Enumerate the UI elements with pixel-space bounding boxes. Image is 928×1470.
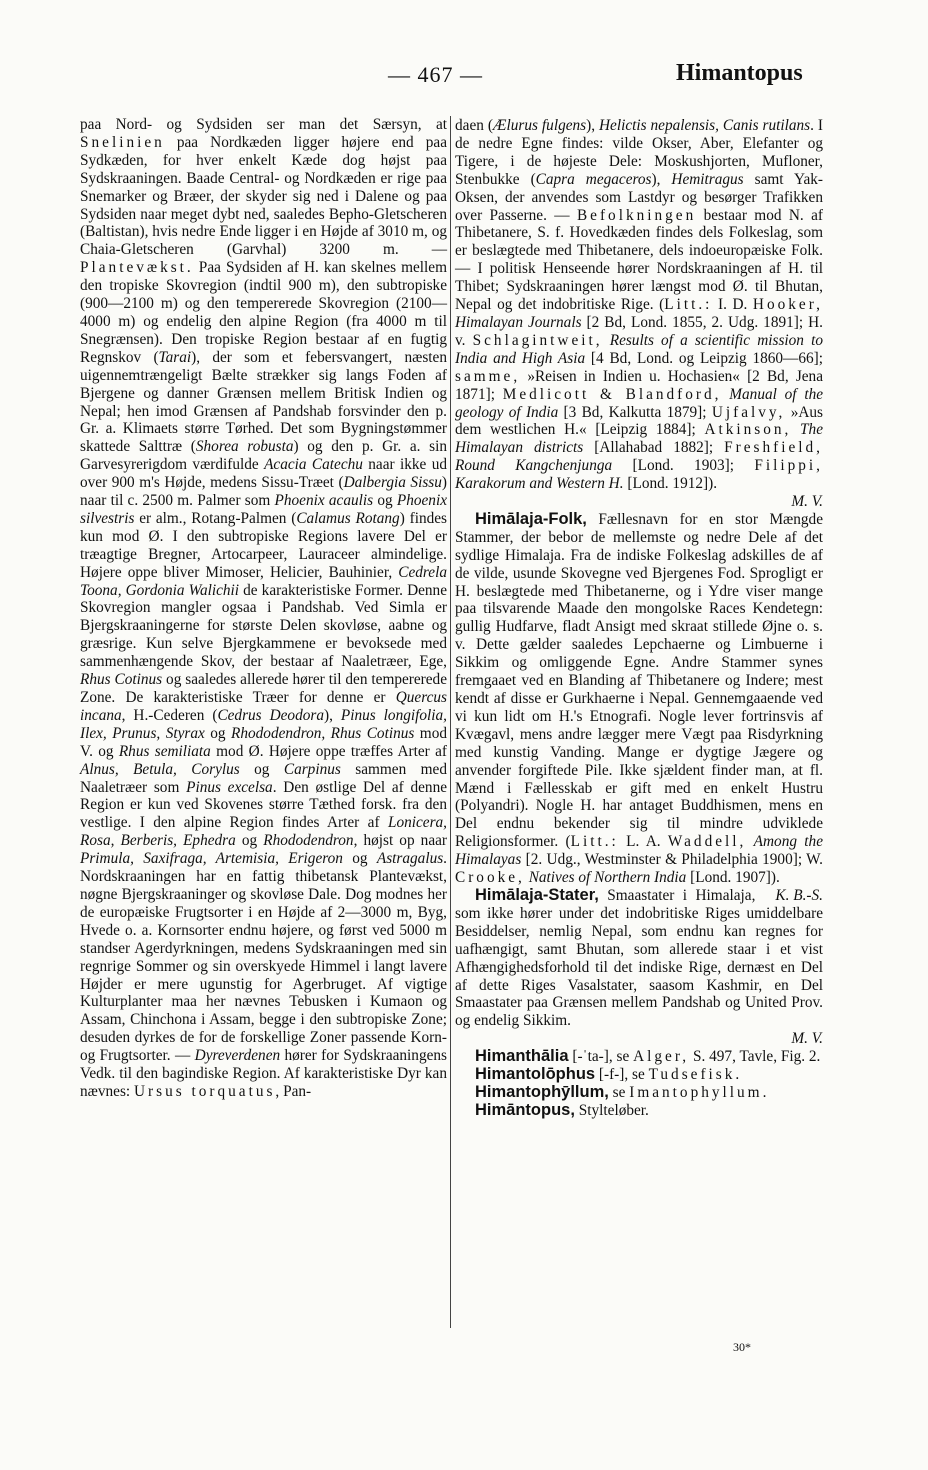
author-name: Waddell,: [667, 833, 747, 851]
italic-term: Alnus, Betula, Corylus: [80, 760, 240, 778]
text-run: er alm., Rotang-Palmen (: [134, 509, 297, 527]
text-run: S. 497, Tavle, Fig. 2.: [689, 1048, 821, 1066]
text-run: ),: [651, 170, 672, 188]
running-head: Himantopus: [676, 60, 803, 86]
cross-reference: Imantophyllum.: [629, 1083, 770, 1101]
headword: Himālaja-Stater,: [475, 885, 599, 904]
italic-term: Hemitragus: [671, 170, 744, 188]
text-run: ) og den p. Gr. a. sin Garvesyrerigdom værdifulde: [80, 438, 447, 474]
text-run: [791, 421, 800, 438]
text-run: sammen med Naaletræer som: [80, 760, 447, 796]
left-paragraph: [80, 116, 447, 1101]
italic-term: Dyreverdenen: [194, 1047, 281, 1065]
author-name: Crooke,: [455, 869, 525, 887]
text-run: »Aus dem westlichen H.« [Leipzig 1884];: [455, 403, 823, 439]
left-column: [80, 116, 447, 1101]
text-run: [746, 833, 753, 850]
headword: Himantolōphus: [475, 1065, 596, 1084]
text-run: og: [373, 492, 397, 510]
italic-term: Pinus longifolia, Ilex, Prunus, Styrax: [80, 706, 448, 742]
spaced-term: Ursus torquatus: [133, 1082, 276, 1100]
italic-term: Helictis nepalensis, Canis rutilans: [599, 117, 811, 134]
text-run: Stylteløber.: [574, 1101, 649, 1119]
italic-term: Shorea robusta: [195, 438, 294, 456]
continued-paragraph: [455, 117, 823, 511]
italic-term: Quercus incana: [80, 689, 447, 724]
text-run: mod Ø. Højere oppe træffes Arter af: [210, 742, 447, 760]
text-run: samt Yak-Oksen, der anvendes som Lastdyr og besørger Trafikken over Passerne. —: [455, 170, 823, 224]
author-name: Atkinson,: [704, 421, 792, 439]
text-run: . Den østlige Del af denne Region er kun ved Skovenes større Tæthed forsk. fra den vestlige. I den alpine Region findes Arter af: [80, 778, 448, 832]
author-signature: M. V.: [791, 1030, 823, 1048]
italic-term: Phoenix acaulis: [274, 492, 374, 510]
italic-term: Lonicera, Rosa, Berberis, Ephedra: [80, 814, 447, 850]
text-run: , Pan-: [275, 1082, 312, 1100]
text-run: Fællesnavn for en stor Mængde Stammer, der bebor de mellemste og nedre Dele af det sydlige Himalaja. Fra de indiske Folkeslag adskilles de af de vilde, usunde Skovegne ved Bjergenes Fod. Sprogligt er H. beslægtede med Thibetanerne, og i Ydre viser mange paa tilsvarende Maade den mongolske Races Kendetegn: gullig Hudfarve, fladt Ansigt med skraat stillede Øjne o. s. v. Dette gælder saaledes Lepchaerne og Limbuerne i Sikkim og omliggende Egne. Andre Stammer synes fremgaaet ved en Blanding af Thibetanere og Indere; mest kendt af disse er Gurkhaerne i Nepal. Gennemgaaende ved vi kun lidt om H.'s Etnografi. Nogle lever fortrinsvis af Kvægavl, mens andre lægger mere Vægt paa Risdyrkning med kunstig Vanding. Mange er dygtige Jægere og anvender forgiftede Pile. Ikke sjældent finder man, at fl. Mænd i Fællesskab er gift med en enkelt Hustru (Polyandri). Nogle H. har antaget Buddhismen, mens en Del endnu bekender sig til mindre udviklede Religionsformer. (: [455, 510, 823, 851]
cross-reference: Alger,: [633, 1048, 690, 1066]
text-run: og: [204, 724, 232, 742]
headword: Himantophȳllum,: [475, 1082, 609, 1101]
italic-term: Capra megaceros: [535, 170, 652, 188]
text-run: I. D.: [712, 296, 753, 314]
italic-term: Rhus Cotinus: [80, 671, 163, 689]
text-run: ) findes kun mod Ø. I den subtropiske Regions lavere Del er træagtige Bregner, Artocarpeer, Lauraceer almindelige. Højere oppe bliver Mimoser, Helicier, Bauhinier,: [80, 509, 447, 581]
page-number: — 467 —: [388, 62, 483, 87]
italic-term: Carpinus: [283, 760, 341, 778]
text-run: og: [239, 760, 284, 778]
entry-himalaja-stater: [455, 887, 823, 1048]
author-name: samme,: [455, 367, 521, 385]
headword: Himanthālia: [475, 1047, 569, 1066]
text-run: [603, 332, 610, 349]
text-run: Paa Sydsiden af H. kan skelnes mellem den tropiske Skovregion (indtil 900 m), den subtropiske (900—2100 m) og den tempererede Skovregion (2100—4000 m) og endelig den alpine Region (fra 4000 m til Snegrænsen). Den tropiske Region bestaar af en fugtig Regnskov (: [80, 259, 447, 366]
text-run: . I de nedre Egne findes: vilde Okser, Aber, Elefanter og Tigere, i de højeste Dele: Moskushjorten, Mufloner, Stenbukke (: [455, 117, 824, 188]
text-run: ),: [323, 706, 341, 724]
text-run: [2. Udg., Westminster & Philadelphia 1900]; W.: [521, 851, 823, 869]
italic-term: Pinus excelsa: [186, 778, 273, 796]
right-column: [455, 117, 823, 1120]
italic-term: Astragalus: [376, 850, 444, 868]
headword: Himālaja-Folk,: [475, 509, 587, 528]
italic-term: Ælurus fulgens: [492, 117, 587, 134]
italic-term: Rhododendron: [263, 832, 354, 850]
text-run: paa Nord- og Sydsiden ser man det Særsyn, at: [80, 116, 447, 133]
page-header: [0, 60, 928, 94]
italic-term: Calamus Rotang: [296, 509, 400, 527]
author-name: Hooker,: [752, 296, 823, 314]
text-run: [Lond. 1912]).: [623, 475, 718, 493]
text-run: naar ikke ud over 900 m's Højde, medens Sissu-Træet (: [80, 456, 447, 492]
spaced-term: Befolkningen: [576, 206, 697, 224]
spaced-term: Litt.:: [664, 296, 713, 314]
italic-term: Dalbergia Sissu: [343, 474, 442, 492]
text-run: og saaledes allerede hører til den tempererede Zone. De karakteristiske Træer for denne er: [80, 671, 447, 706]
text-run: [Allahabad 1882];: [583, 439, 725, 457]
author-signature: M. V.: [791, 493, 823, 511]
text-run: [Lond. 1903];: [612, 457, 755, 475]
author-name: Medlicott & Blandford,: [502, 385, 722, 403]
text-run: Smaastater i Himalaja, som ikke hører under det indobritiske Riges umiddelbare Besiddelser, nemlig Nepal, som endnu kan regnes for uafhængigt, samt Bhutan, som allerede staar i et vist Afhængighedsforhold til det indiske Rige, dernæst en Del af dette Riges Vasalstater, saasom Kashmir, en Del Smaastater paa Grænsen mellem Pandshab og United Prov. og endelig Sikkim.: [455, 886, 823, 1030]
work-title: Manual of the geology of India: [455, 385, 824, 421]
author-name: Filippi,: [754, 457, 823, 475]
work-title: Himalayan Journals: [455, 313, 582, 331]
italic-term: Tarai: [158, 348, 192, 366]
column-divider: [450, 116, 451, 1328]
work-title: Karakorum and Western H.: [455, 475, 624, 493]
text-run: hører for Sydskraaningens Vedk. til den bagindiske Region. Af karakteristiske Dyr kan nævnes:: [80, 1047, 447, 1100]
text-run: mod V. og: [80, 724, 447, 760]
work-title: Round Kangchenjunga: [455, 457, 613, 475]
text-run: se: [608, 1083, 630, 1101]
text-run: [3 Bd, Kalkutta 1879];: [558, 403, 712, 421]
spaced-term: Snelinien: [80, 133, 165, 151]
headword: Himāntopus,: [475, 1100, 575, 1119]
work-title: Among the Himalayas: [455, 833, 823, 869]
entry-himanthalia: [455, 1048, 823, 1066]
work-title: Results of a scientific mission to India and High Asia: [455, 331, 823, 367]
text-run: [-ˈta-], se: [568, 1048, 634, 1066]
spaced-term: Plantevækst.: [80, 259, 194, 277]
text-run: , H.-Cederen (: [121, 706, 218, 724]
italic-term: Phoenix silvestris: [80, 492, 447, 527]
text-run: ) naar til c. 2500 m. Palmer som: [80, 474, 447, 510]
text-run: [4 Bd, Lond. og Leipzig 1860—66];: [585, 349, 823, 367]
text-run: de karakteristiske Former. Denne Skovregion mangler ogsaa i Pandshab. Ved Simla er Bjergskraaningerne for største Delen skovløse, aabne og græsrige. Kun selve Bjergkammene er bevoksede med sammenhængende Skov, der bestaar af Naaletræer, Ege,: [80, 581, 447, 671]
text-run: ), der som et febersvangert, næsten uigennemtrængeligt Bælte strækker sig langs Foden af Bjergene og danner Grænsen mellem Britisk Indien og Nepal; hen imod Grænsen af Pandshab forsvinder den p. Gr. a. Klimaets større Tørhed. Det som Bygningstømmer skattede Salttræ (: [80, 348, 447, 456]
text-run: daen (: [455, 117, 493, 134]
entry-himantopus: [455, 1102, 823, 1120]
author-name: Ujfalvy,: [711, 403, 786, 421]
text-run: og: [235, 832, 264, 850]
cross-reference: Tudsefisk.: [648, 1066, 743, 1084]
entry-himantolophus: [455, 1066, 823, 1084]
italic-term: Rhus semiliata: [118, 742, 211, 760]
italic-term: Cedrus Deodora: [217, 706, 324, 724]
author-name: Freshfield,: [724, 439, 823, 457]
text-run: . Nordskraaningen har en fattig thibetansk Plantevækst, nøgne Bjergskraaninger og skovløse Dale. Dog modnes her de europæiske Frugtsorter i en Højde af 2—3000 m, Byg, Hvede o. a. Kornsorter endnu højere, og først ved 5000 m standser Agerdyrkningen, medens Sydskraaningen med sin regnrige Sommer og sin overskyede Himmel i langt lavere Højder er mere ugunstig for Agerbruget. Af vigtige Kulturplanter maa her nævnes Tebusken i Kumaon og Assam, Chinchona i Assam, begge i den subtropiske Zone; desuden dyrkes de for de forskellige Zoner passende Korn- og Frugtsorter. —: [80, 850, 447, 1065]
italic-term: Primula, Saxifraga, Artemisia, Erigeron: [80, 850, 343, 868]
text-run: [2 Bd, Lond. 1855, 2. Udg. 1891]; H. v.: [455, 313, 823, 349]
spaced-term: Litt.:: [570, 833, 619, 851]
author-signature: K. B.-S.: [775, 886, 823, 904]
text-run: ),: [586, 117, 599, 134]
entry-himantophyllum: [455, 1084, 823, 1102]
italic-term: Rhododendron, Rhus Cotinus: [231, 724, 415, 742]
text-run: , højst op naar: [353, 832, 447, 850]
text-run: »Reisen in Indien u. Hochasien« [2 Bd, Jena 1871];: [455, 367, 823, 403]
work-title: The Himalayan districts: [455, 421, 823, 457]
italic-term: Acacia Catechu: [264, 456, 363, 474]
text-run: [-f-], se: [595, 1066, 649, 1084]
text-run: [Lond. 1907]).: [686, 869, 780, 887]
author-name: Schlagintweit,: [472, 331, 603, 349]
text-run: paa Nordkæden ligger højere end paa Sydkæden, for hver enkelt Kæde dog højst paa Sydskraaningen. Baade Central- og Nordkæden er rige paa Snemarker og Bræer, der skyder sig ned i Dalene og paa Sydsiden naar meget dybt ned, saaledes Bepho-Gletscheren (Baltistan), hvis nedre Ende ligger i en Højde af 3010 m, og Chaia-Gletscheren (Garvhal) 3200 m. —: [80, 133, 447, 259]
sheet-signature-mark: 30*: [733, 1340, 751, 1354]
text-run: og: [342, 850, 377, 868]
italic-term: Cedrela Toona, Gordonia Walichii: [80, 563, 447, 599]
text-run: L. A.: [618, 833, 668, 851]
text-run: bestaar mod N. af Thibetanere, S. f. Hovedkæden findes dels Folkeslag, som er beslægtede med Thibetanere, dels indoeuropæiske Folk. — I politisk Henseende hører Nordskraaningen af H. til Thibet; Sydskraaningen hører længst mod Ø. til Bhutan, Nepal og det indobritiske Rige. (: [455, 206, 823, 314]
work-title: Natives of Northern India: [528, 869, 687, 887]
